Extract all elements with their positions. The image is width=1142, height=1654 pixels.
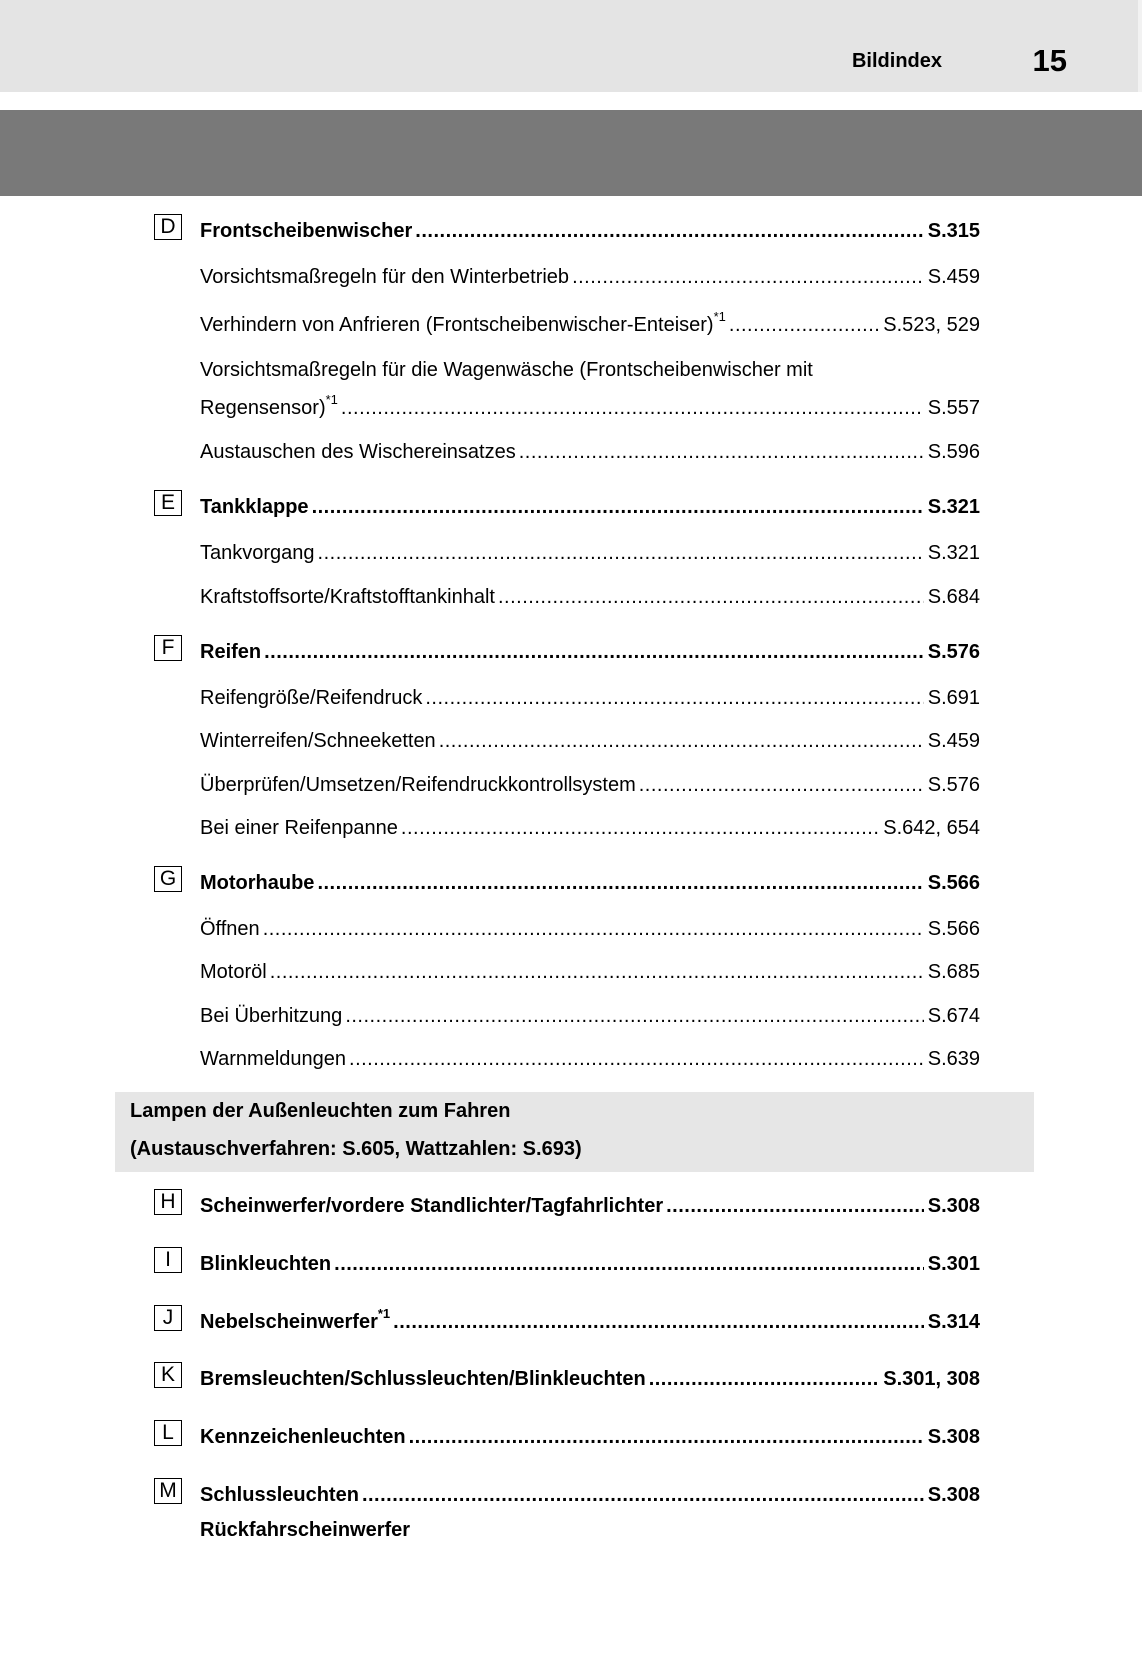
index-letter-m: M (154, 1478, 182, 1504)
entry-label: Bei Überhitzung (200, 1005, 343, 1027)
index-letter-k: K (154, 1362, 182, 1388)
entry-page: S.308 (927, 1195, 980, 1217)
entry-label: Schlussleuchten (200, 1484, 359, 1506)
leader-dots (393, 1307, 924, 1337)
entry-label (200, 393, 338, 423)
entry-label (200, 1307, 390, 1337)
index-entry-main[interactable] (200, 492, 980, 522)
leader-dots (317, 868, 923, 898)
entry-page: S.684 (927, 586, 980, 608)
index-letter-j: J (154, 1305, 182, 1331)
entry-label: Reifengröße/Reifendruck (200, 687, 423, 709)
index-letter-i: I (154, 1247, 182, 1273)
footnote-marker: *1 (713, 309, 726, 325)
footnote-marker: *1 (325, 392, 338, 408)
index-entry[interactable] (200, 813, 980, 843)
leader-dots (649, 1364, 880, 1394)
leader-dots (639, 770, 924, 800)
entry-label: Reifen (200, 641, 262, 663)
leader-dots (263, 914, 924, 944)
leader-dots (312, 492, 924, 522)
index-entry[interactable] (200, 957, 980, 987)
entry-label: Motoröl (200, 961, 267, 983)
entry-page: S.642, 654 (883, 817, 980, 839)
leader-dots (270, 957, 924, 987)
entry-label: Kennzeichenleuchten (200, 1426, 406, 1448)
entry-label-text: Nebelscheinwerfer (200, 1311, 378, 1333)
entry-page: S.566 (927, 918, 980, 940)
entry-label-text: Verhindern von Anfrieren (Frontscheibenwischer-Enteiser) (200, 314, 714, 336)
leader-dots (341, 393, 924, 423)
lamp-section-title: Lampen der Außenleuchten zum Fahren (130, 1100, 511, 1122)
index-entry[interactable] (200, 1044, 980, 1074)
leader-dots (318, 538, 924, 568)
entry-page: S.557 (927, 397, 980, 419)
index-entry[interactable] (200, 770, 980, 800)
leader-dots (729, 310, 879, 340)
entry-page: S.321 (927, 542, 980, 564)
index-entry-main[interactable] (200, 1480, 980, 1510)
entry-page: S.315 (927, 220, 980, 242)
index-letter-g: G (154, 866, 182, 892)
index-entry[interactable] (200, 393, 980, 423)
entry-page: S.576 (927, 774, 980, 796)
entry-page: S.566 (927, 872, 980, 894)
entry-label: Blinkleuchten (200, 1253, 332, 1275)
entry-label: Scheinwerfer/vordere Standlichter/Tagfahrlichter (200, 1195, 664, 1217)
leader-dots (425, 683, 923, 713)
index-letter-l: L (154, 1420, 182, 1446)
entry-page: S.301, 308 (883, 1368, 980, 1390)
entry-page: S.596 (927, 441, 980, 463)
index-entry-main[interactable] (200, 1191, 980, 1221)
entry-label: Bremsleuchten/Schlussleuchten/Blinkleuchten (200, 1368, 646, 1390)
entry-label: Bei einer Reifenpanne (200, 817, 398, 839)
index-letter-f: F (154, 635, 182, 661)
section-title: Bildindex (851, 50, 942, 72)
lamp-section-heading (115, 1092, 1034, 1172)
entry-page: S.459 (927, 730, 980, 752)
index-letter-d: D (154, 214, 182, 240)
entry-label: Öffnen (200, 918, 260, 940)
entry-page: S.576 (927, 641, 980, 663)
entry-page: S.685 (927, 961, 980, 983)
entry-label-text: Regensensor) (200, 397, 326, 419)
entry-label-line2: Rückfahrscheinwerfer (200, 1519, 411, 1541)
index-letter-h: H (154, 1189, 182, 1215)
index-entry[interactable] (200, 1001, 980, 1031)
entry-page: S.691 (927, 687, 980, 709)
index-entry[interactable] (200, 914, 980, 944)
lamp-section-subtitle: (Austauschverfahren: S.605, Wattzahlen: S.693) (130, 1138, 582, 1160)
leader-dots (572, 262, 924, 292)
page-header (0, 0, 1142, 92)
index-entry[interactable] (200, 310, 980, 340)
index-entry[interactable] (200, 582, 980, 612)
header-divider-band (0, 110, 1142, 196)
index-entry-main[interactable] (200, 868, 980, 898)
entry-label: Tankklappe (200, 496, 309, 518)
entry-label: Winterreifen/Schneeketten (200, 730, 436, 752)
entry-label-line1: Vorsichtsmaßregeln für die Wagenwäsche (Frontscheibenwischer mit (200, 359, 813, 381)
entry-label: Überprüfen/Umsetzen/Reifendruckkontrollsystem (200, 774, 636, 796)
entry-page: S.639 (927, 1048, 980, 1070)
leader-dots (334, 1249, 924, 1279)
index-entry-main[interactable] (200, 1422, 980, 1452)
entry-page: S.523, 529 (883, 314, 980, 336)
index-entry[interactable] (200, 262, 980, 292)
entry-label: Tankvorgang (200, 542, 315, 564)
page-number: 15 (1032, 43, 1067, 78)
index-entry[interactable] (200, 726, 980, 756)
index-entry[interactable] (200, 683, 980, 713)
index-entry-main[interactable] (200, 1249, 980, 1279)
leader-dots (666, 1191, 924, 1221)
entry-page: S.674 (927, 1005, 980, 1027)
header-edge (1138, 0, 1142, 92)
leader-dots (439, 726, 924, 756)
entry-page: S.308 (927, 1426, 980, 1448)
entry-page: S.301 (927, 1253, 980, 1275)
entry-label: Austauschen des Wischereinsatzes (200, 441, 516, 463)
entry-page: S.321 (927, 496, 980, 518)
index-entry-main[interactable] (200, 1307, 980, 1337)
entry-label: Frontscheibenwischer (200, 220, 413, 242)
leader-dots (264, 637, 924, 667)
index-entry[interactable] (200, 538, 980, 568)
leader-dots (415, 216, 923, 246)
leader-dots (345, 1001, 923, 1031)
entry-page: S.314 (927, 1311, 980, 1333)
entry-page: S.308 (927, 1484, 980, 1506)
leader-dots (362, 1480, 924, 1510)
leader-dots (519, 437, 924, 467)
entry-page: S.459 (927, 266, 980, 288)
entry-label: Vorsichtsmaßregeln für den Winterbetrieb (200, 266, 570, 288)
index-entry-main[interactable] (200, 1364, 980, 1394)
index-entry[interactable] (200, 437, 980, 467)
footnote-marker: *1 (377, 1306, 391, 1322)
index-entry-main[interactable] (200, 216, 980, 246)
index-entry-main[interactable] (200, 637, 980, 667)
index-letter-e: E (154, 490, 182, 516)
entry-label (200, 310, 726, 340)
leader-dots (409, 1422, 924, 1452)
entry-label: Motorhaube (200, 872, 315, 894)
entry-label: Kraftstoffsorte/Kraftstofftankinhalt (200, 586, 495, 608)
entry-label: Warnmeldungen (200, 1048, 347, 1070)
leader-dots (498, 582, 924, 612)
leader-dots (349, 1044, 924, 1074)
leader-dots (401, 813, 879, 843)
